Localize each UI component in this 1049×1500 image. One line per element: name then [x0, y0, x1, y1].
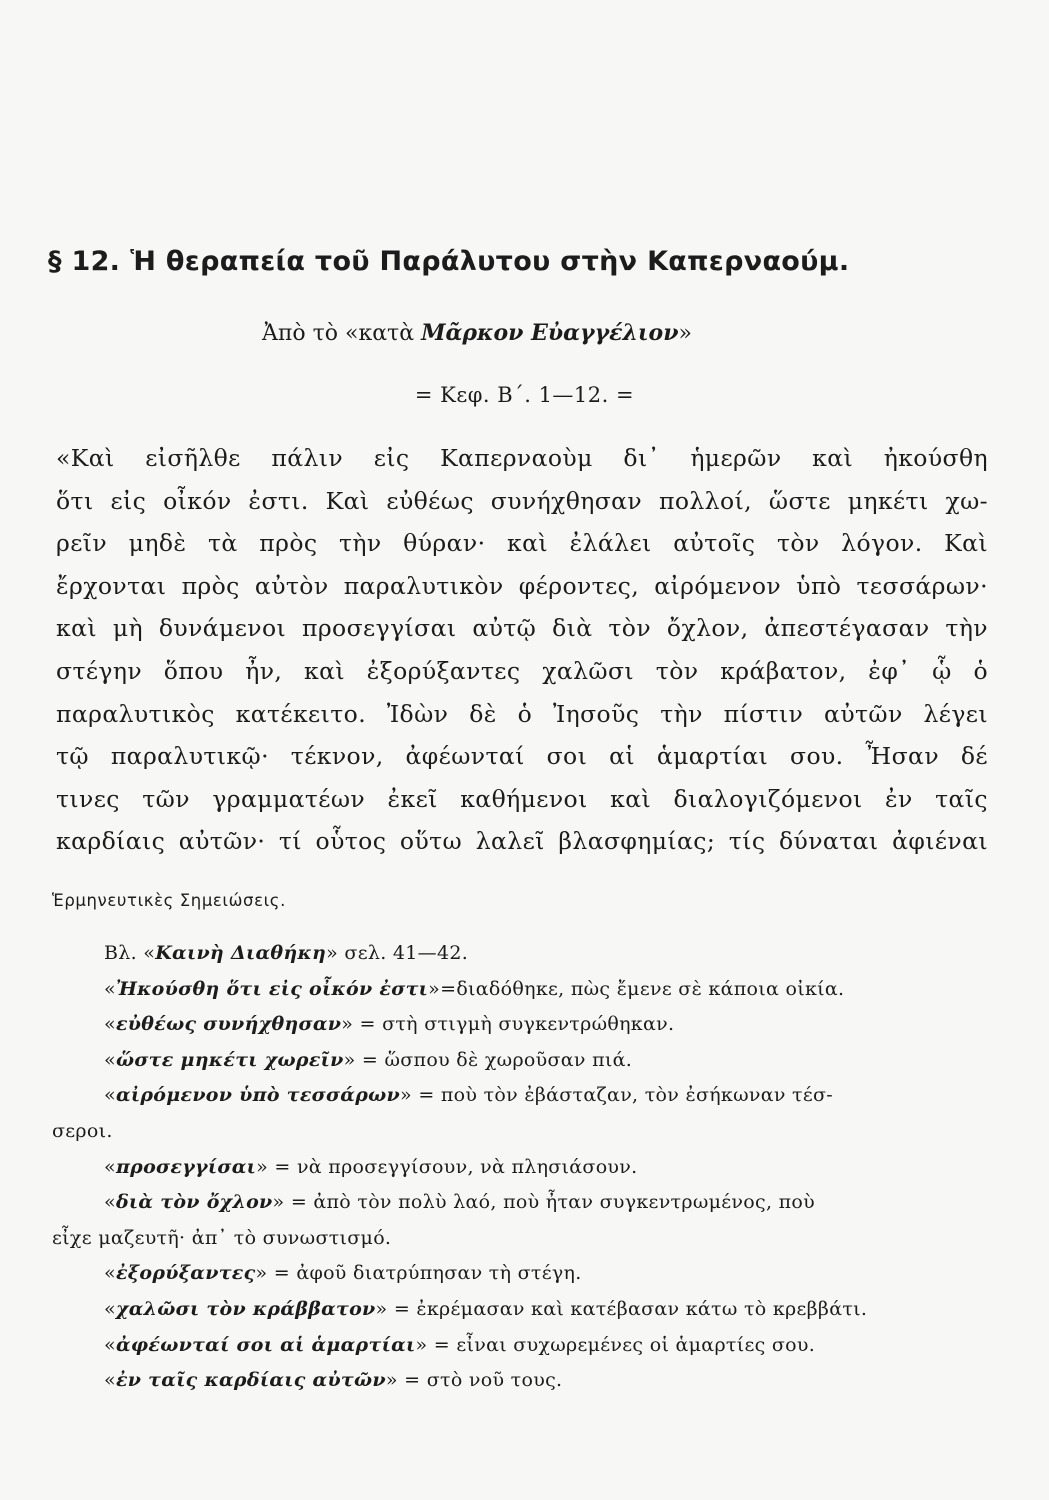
note-term: εὐθέως συνήχθησαν: [115, 1013, 342, 1036]
note-term: προσεγγίσαι: [115, 1155, 257, 1178]
text-line: «Καὶ εἰσῆλθε πάλιν εἰς Καπερναοὺμ δι᾽ ἡμερῶν καὶ ἠκούσθη: [56, 444, 988, 472]
note-item: «χαλῶσι τὸν κράββατον» = ἐκρέμασαν καὶ κατέβασαν κάτω τὸ κρεββάτι.: [104, 1297, 868, 1320]
note-term: διὰ τὸν ὄχλον: [115, 1191, 273, 1214]
chapter-reference: = Κεφ. Β΄. 1—12. =: [414, 383, 635, 407]
text-line: ρεῖν μηδὲ τὰ πρὸς τὴν θύραν· καὶ ἐλάλει αὐτοῖς τὸν λόγον. Καὶ: [56, 529, 988, 558]
note-item: «Ἠκούσθη ὅτι εἰς οἶκόν ἐστι»=διαδόθηκε, πὼς ἔμενε σὲ κάποια οἰκία.: [104, 977, 845, 1000]
source-book: Μᾶρκον Εὐαγγέλιον: [421, 320, 679, 346]
source-lead: Ἀπὸ τὸ «κατὰ: [262, 321, 422, 346]
note-gloss: = ἀπὸ τὸν πολὺ λαό, ποὺ ἦταν συγκεντρωμένος, ποὺ: [284, 1191, 815, 1214]
bibliography-prefix: Βλ. «: [104, 942, 156, 964]
bibliography-line: [104, 936, 984, 972]
note-term: ἐξορύξαντες: [115, 1262, 256, 1285]
note-item: «ὥστε μηκέτι χωρεῖν» = ὥσπου δὲ χωροῦσαν πιά.: [104, 1048, 633, 1071]
note-term: Ἠκούσθη ὅτι εἰς οἶκόν ἐστι: [115, 977, 429, 1000]
note-gloss: = ὥσπου δὲ χωροῦσαν πιά.: [355, 1048, 633, 1071]
note-item: «ἐν ταῖς καρδίαις αὐτῶν» = στὸ νοῦ τους.: [104, 1369, 563, 1392]
note-gloss: =διαδόθηκε, πὼς ἔμενε σὲ κάποια οἰκία.: [440, 977, 845, 1000]
note-gloss: = στὴ στιγμὴ συγκεντρώθηκαν.: [353, 1013, 675, 1036]
text-line: στέγην ὅπου ἦν, καὶ ἐξορύξαντες χαλῶσι τὸν κράβατον, ἐφ᾽ ᾧ ὁ: [56, 656, 988, 685]
text-line: καρδίαις αὐτῶν· τί οὗτος οὕτω λαλεῖ βλασφημίας; τίς δύναται ἀφιέναι: [56, 827, 988, 856]
note-gloss: = ἐκρέμασαν καὶ κατέβασαν κάτω τὸ κρεββάτι.: [387, 1297, 868, 1320]
source-reference: [262, 320, 692, 346]
text-line: καὶ μὴ δυνάμενοι προσεγγίσαι αὐτῷ διὰ τὸν ὄχλον, ἀπεστέγασαν τὴν: [56, 614, 988, 643]
source-close: »: [678, 321, 692, 346]
note-term: ὥστε μηκέτι χωρεῖν: [115, 1048, 344, 1071]
note-gloss: = εἶναι συχωρεμένες οἱ ἁμαρτίες σου.: [427, 1333, 816, 1356]
note-term: χαλῶσι τὸν κράββατον: [115, 1297, 376, 1320]
note-gloss: = νὰ προσεγγίσουν, νὰ πλησιάσουν.: [268, 1155, 638, 1178]
note-gloss: = ἀφοῦ διατρύπησαν τὴ στέγη.: [267, 1262, 582, 1285]
note-gloss: = στὸ νοῦ τους.: [397, 1369, 563, 1392]
notes-title: Ἑρμηνευτικὲς Σημειώσεις.: [52, 891, 286, 910]
note-item: «εὐθέως συνήχθησαν» = στὴ στιγμὴ συγκεντρώθηκαν.: [104, 1013, 675, 1036]
note-continuation: σεροι.: [52, 1119, 113, 1142]
text-line: παραλυτικὸς κατέκειτο. Ἰδὼν δὲ ὁ Ἰησοῦς τὴν πίστιν αὐτῶν λέγει: [56, 699, 988, 728]
text-line: τῷ παραλυτικῷ· τέκνον, ἀφέωνταί σοι αἱ ἁμαρτίαι σου. Ἦσαν δέ: [56, 742, 988, 771]
section-heading: [48, 246, 1008, 277]
text-line: ὅτι εἰς οἶκόν ἐστι. Καὶ εὐθέως συνήχθησαν πολλοί, ὥστε μηκέτι χω-: [56, 486, 988, 515]
note-item: «αἰρόμενον ὑπὸ τεσσάρων» = ποὺ τὸν ἐβάσταζαν, τὸν ἐσήκωναν τέσ-: [104, 1084, 833, 1107]
bibliography-suffix: » σελ. 41—42.: [326, 942, 469, 964]
scripture-text: [56, 437, 988, 863]
note-term: ἀφέωνταί σοι αἱ ἁμαρτίαι: [115, 1333, 416, 1356]
note-item: «ἐξορύξαντες» = ἀφοῦ διατρύπησαν τὴ στέγη.: [104, 1262, 582, 1285]
note-item: «διὰ τὸν ὄχλον» = ἀπὸ τὸν πολὺ λαό, ποὺ ἦταν συγκεντρωμένος, ποὺ: [104, 1191, 815, 1214]
note-gloss: = ποὺ τὸν ἐβάσταζαν, τὸν ἐσήκωναν τέσ-: [411, 1084, 833, 1107]
note-item: «προσεγγίσαι» = νὰ προσεγγίσουν, νὰ πλησιάσουν.: [104, 1155, 638, 1178]
section-number: § 12.: [48, 246, 121, 277]
section-title: Ἡ θεραπεία τοῦ Παράλυτου στὴν Καπερναούμ.: [130, 246, 850, 277]
bibliography-title: Καινὴ Διαθήκη: [155, 942, 327, 964]
text-line: ἔρχονται πρὸς αὐτὸν παραλυτικὸν φέροντες, αἰρόμενον ὑπὸ τεσσάρων·: [56, 571, 988, 600]
notes-list: [52, 936, 984, 1399]
note-term: αἰρόμενον ὑπὸ τεσσάρων: [115, 1084, 401, 1107]
note-item: «ἀφέωνταί σοι αἱ ἁμαρτίαι» = εἶναι συχωρεμένες οἱ ἁμαρτίες σου.: [104, 1333, 816, 1356]
note-term: ἐν ταῖς καρδίαις αὐτῶν: [115, 1369, 386, 1392]
text-line: τινες τῶν γραμματέων ἐκεῖ καθήμενοι καὶ διαλογιζόμενοι ἐν ταῖς: [56, 784, 988, 813]
note-continuation: εἶχε μαζευτῆ· ἀπ᾽ τὸ συνωστισμό.: [52, 1226, 392, 1249]
